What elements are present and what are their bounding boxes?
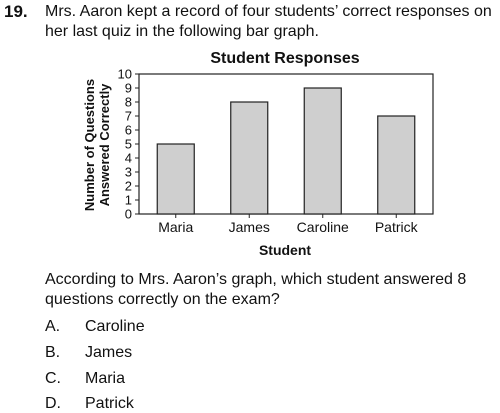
- x-tick-label: James: [228, 219, 270, 235]
- choice-d[interactable]: [45, 395, 134, 413]
- y-axis-label-line-1: Number of Questions: [82, 78, 97, 212]
- choice-b-letter: B.: [45, 344, 61, 361]
- choice-a-letter: A.: [45, 318, 61, 335]
- chart-title: Student Responses: [210, 50, 360, 67]
- choice-d-text: Patrick: [85, 395, 134, 412]
- x-tick-label: Maria: [158, 219, 194, 235]
- choice-b-text: James: [85, 344, 133, 361]
- y-axis-label-line-2: Answered Correctly: [97, 83, 112, 207]
- choice-c-text: Maria: [85, 370, 126, 387]
- question-stem: Mrs. Aaron kept a record of four students’ correct responses on her last quiz in the following bar graph.: [45, 3, 492, 40]
- y-tick-label: 3: [124, 164, 132, 180]
- question-prompt: According to Mrs. Aaron’s graph, which student answered 8 questions correctly on the exam?: [45, 271, 467, 308]
- y-tick-label: 6: [124, 122, 132, 138]
- bar: [157, 144, 194, 214]
- question-number: 19.: [4, 2, 28, 21]
- y-tick-label: 9: [124, 80, 132, 96]
- choice-a[interactable]: [45, 318, 145, 336]
- x-tick-label: Caroline: [296, 219, 349, 235]
- choice-b[interactable]: [45, 344, 132, 362]
- choice-c[interactable]: [45, 370, 125, 388]
- choice-d-letter: D.: [45, 395, 61, 412]
- x-axis-label: Student: [258, 242, 312, 258]
- y-tick-label: 0: [124, 206, 132, 222]
- bar: [231, 102, 268, 214]
- y-tick-label: 4: [124, 150, 132, 166]
- bar: [304, 88, 341, 214]
- y-tick-label: 5: [124, 136, 132, 152]
- bar: [378, 116, 415, 214]
- y-tick-label: 1: [124, 192, 132, 208]
- choice-a-text: Caroline: [85, 318, 145, 335]
- y-tick-label: 10: [117, 66, 132, 82]
- y-tick-label: 2: [124, 178, 132, 194]
- x-tick-label: Patrick: [374, 219, 418, 235]
- choice-c-letter: C.: [45, 370, 61, 387]
- y-tick-label: 7: [124, 108, 132, 124]
- y-tick-label: 8: [124, 94, 132, 110]
